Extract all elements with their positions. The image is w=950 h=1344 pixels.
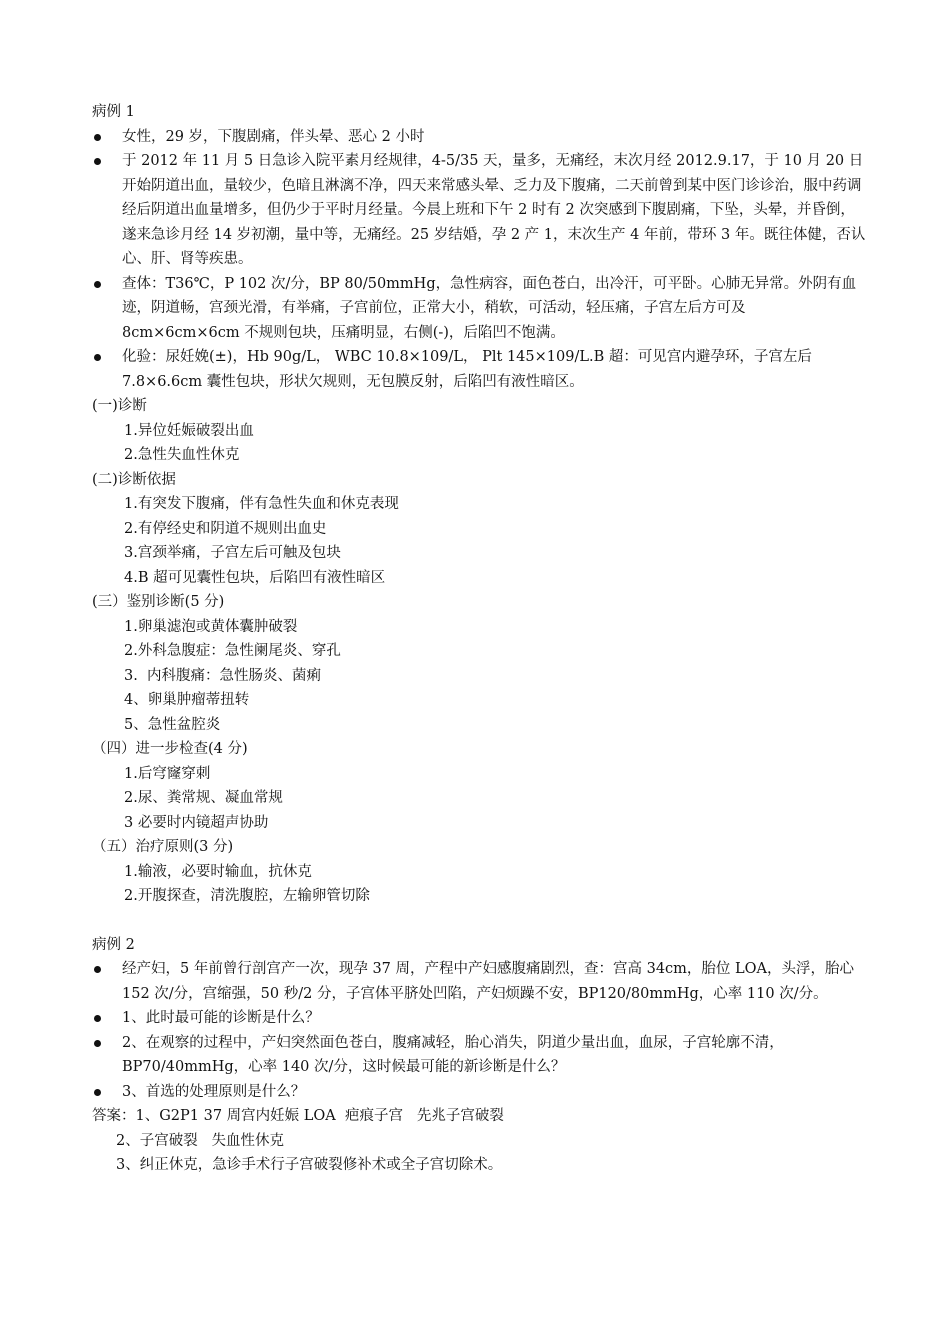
case1-bullet-2: 查体：T36℃，P 102 次/分，BP 80/50mmHg，急性病容，面色苍白，出冷汗，可平卧。心肺无异常。外阴有血迹，阴道畅，宫颈光滑，有举痛，子宫前位，正常大小，稍软，可活动，轻压痛，子宫左后方可及 8cm×6cm×6cm 不规则包块，压痛明显，右侧(-)，后陷凹不饱满。 [92, 272, 867, 346]
section-item: 3 必要时内镜超声协助 [124, 814, 269, 831]
bullet-dot-icon [94, 281, 101, 288]
section-item: 1.输液，必要时输血，抗休克 [124, 863, 312, 880]
section-item: 5、急性盆腔炎 [124, 716, 221, 733]
section-item: 3. 内科腹痛：急性肠炎、菌痢 [124, 667, 322, 684]
spacer [92, 909, 867, 933]
case2-title: 病例 2 [92, 936, 135, 953]
section-item: 4.B 超可见囊性包块，后陷凹有液性暗区 [124, 569, 386, 586]
section-item: 2.开腹探查，清洗腹腔，左输卵管切除 [124, 888, 370, 904]
section-item: 1.有突发下腹痛，伴有急性失血和休克表现 [124, 496, 399, 512]
case1-bullet-1: 于 2012 年 11 月 5 日急诊入院平素月经规律，4-5/35 天，量多，无痛经，末次月经 2012.9.17，于 10 月 20 日开始阴道出血，量较少，色暗且淋漓不净，四天来常感头晕、乏力及下腹痛，二天前曾到某中医门诊诊治，服中药调经后阴道出血量增多，但仍少于平时月经量。今晨上班和下午 2 时有 2 次突感到下腹剧痛，下坠，头晕，并昏倒，遂来急诊月经 14 岁初潮，量中等，无痛经。25 岁结婚，孕 2 产 1，末次生产 4 年前，带环 3 年。既往体健，否认心、肝、肾等疾患。 [92, 149, 867, 272]
document-page [92, 100, 867, 1178]
section-heading-diagnosis-basis: (二)诊断依据 [92, 471, 176, 488]
case1-bullet-0: 女性，29 岁，下腹剧痛，伴头晕、恶心 2 小时 [92, 125, 867, 150]
bullet-dot-icon [94, 1040, 101, 1047]
section-item: 2.外科急腹症：急性阑尾炎、穿孔 [124, 643, 341, 659]
case1-title: 病例 1 [92, 104, 135, 120]
answer-item: 1、G2P1 37 周宫内妊娠 LOA 疤痕子宫 先兆子宫破裂 [135, 1108, 504, 1124]
bullet-dot-icon [94, 134, 101, 141]
bullet-dot-icon [94, 158, 101, 165]
case2-bullet-0: 经产妇，5 年前曾行剖宫产一次，现孕 37 周，产程中产妇感腹痛剧烈，查：宫高 34cm，胎位 LOA，头浮，胎心 152 次/分，宫缩强，50 秒/2 分，子宫体平脐处凹陷，产妇烦躁不安，BP120/80mmHg，心率 110 次/分。 [92, 957, 867, 1006]
bullet-dot-icon [94, 966, 101, 973]
answer-item: 3、纠正休克，急诊手术行子宫破裂修补术或全子宫切除术。 [116, 1157, 503, 1173]
case2-bullet-list [92, 957, 867, 1104]
section-item: 1.后穹窿穿刺 [124, 765, 211, 782]
section-item: 1.异位妊娠破裂出血 [124, 422, 254, 439]
section-item: 3.宫颈举痛，子宫左后可触及包块 [124, 545, 341, 561]
case2-bullet-1: 1、此时最可能的诊断是什么？ [92, 1006, 867, 1031]
case2-bullet-2: 2、在观察的过程中，产妇突然面色苍白，腹痛减轻，胎心消失，阴道少量出血，血尿，子宫轮廓不清，BP70/40mmHg，心率 140 次/分，这时候最可能的新诊断是什么？ [92, 1031, 867, 1080]
case1-bullet-3: 化验：尿妊娩(±)，Hb 90g/L， WBC 10.8×109/L， Plt 145×109/L.B 超：可见宫内避孕环，子宫左后 7.8×6.6cm 囊性包块，形状欠规则，无包膜反射，后陷凹有液性暗区。 [92, 345, 867, 394]
answer-line [92, 1104, 867, 1129]
case1-bullet-list [92, 125, 867, 395]
case2-bullet-3: 3、首选的处理原则是什么？ [92, 1080, 867, 1105]
section-item: 2.有停经史和阴道不规则出血史 [124, 520, 327, 537]
section-heading-treatment: （五）治疗原则(3 分) [92, 839, 234, 855]
bullet-dot-icon [94, 354, 101, 361]
section-item: 4、卵巢肿瘤蒂扭转 [124, 692, 250, 708]
section-heading-diagnosis: (一)诊断 [92, 398, 147, 414]
bullet-dot-icon [94, 1089, 101, 1096]
section-heading-differential: (三）鉴别诊断(5 分) [92, 594, 225, 610]
answer-item: 2、子宫破裂 失血性休克 [116, 1132, 285, 1149]
section-heading-further-exam: （四）进一步检查(4 分) [92, 741, 248, 757]
answer-label: 答案： [92, 1108, 136, 1124]
bullet-dot-icon [94, 1015, 101, 1022]
section-item: 2.尿、粪常规、凝血常规 [124, 790, 283, 806]
section-item: 1.卵巢滤泡或黄体囊肿破裂 [124, 618, 298, 635]
section-item: 2.急性失血性休克 [124, 447, 240, 463]
